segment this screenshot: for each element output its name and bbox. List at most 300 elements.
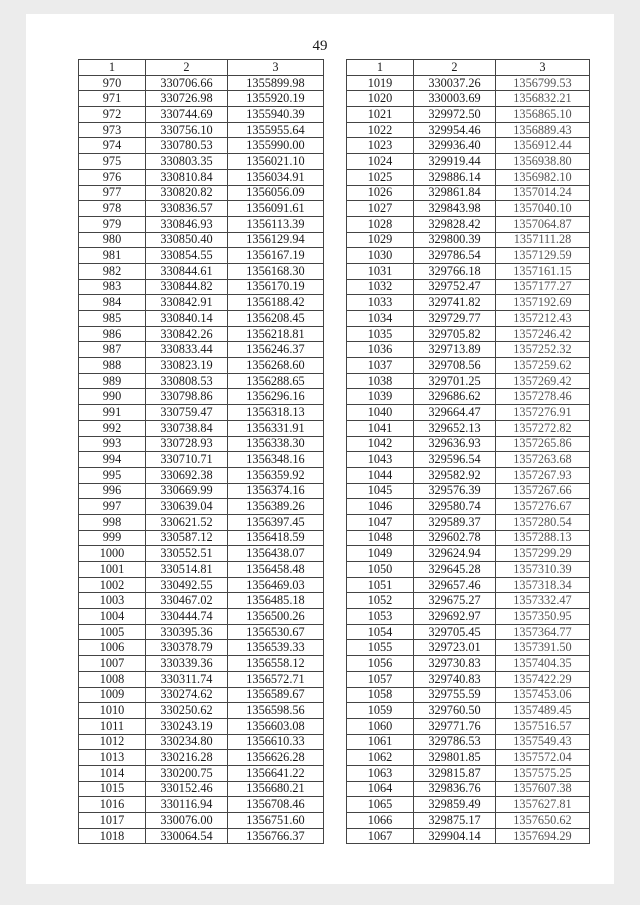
x-coordinate-cell: 330216.28 [146,750,228,766]
table-row [347,703,590,719]
y-coordinate-cell: 1356912.44 [496,138,590,154]
point-number-cell: 978 [79,201,146,217]
point-number-cell: 1000 [79,546,146,562]
y-coordinate-cell: 1356530.67 [228,624,324,640]
x-coordinate-cell: 330854.55 [146,248,228,264]
point-number-cell: 1033 [347,295,414,311]
y-coordinate-cell: 1356296.16 [228,389,324,405]
point-number-cell: 979 [79,216,146,232]
x-coordinate-cell: 329596.54 [414,452,496,468]
x-coordinate-cell: 329801.85 [414,750,496,766]
y-coordinate-cell: 1356374.16 [228,483,324,499]
x-coordinate-cell: 330833.44 [146,342,228,358]
point-number-cell: 975 [79,154,146,170]
table-row [347,765,590,781]
x-coordinate-cell: 330395.36 [146,624,228,640]
table-row [347,420,590,436]
point-number-cell: 1003 [79,593,146,609]
table-row [79,201,324,217]
x-coordinate-cell: 330808.53 [146,373,228,389]
x-coordinate-cell: 330152.46 [146,781,228,797]
table-row [347,342,590,358]
point-number-cell: 1050 [347,562,414,578]
y-coordinate-cell: 1357014.24 [496,185,590,201]
table-row [79,122,324,138]
point-number-cell: 1053 [347,609,414,625]
y-coordinate-cell: 1355955.64 [228,122,324,138]
point-number-cell: 1067 [347,828,414,844]
point-number-cell: 977 [79,185,146,201]
x-coordinate-cell: 329771.76 [414,718,496,734]
y-coordinate-cell: 1356188.42 [228,295,324,311]
y-coordinate-cell: 1357453.06 [496,687,590,703]
x-coordinate-cell: 329645.28 [414,562,496,578]
y-coordinate-cell: 1357332.47 [496,593,590,609]
y-coordinate-cell: 1357267.93 [496,467,590,483]
table-row [79,91,324,107]
y-coordinate-cell: 1356056.09 [228,185,324,201]
table-row [347,232,590,248]
table-row [347,295,590,311]
y-coordinate-cell: 1357177.27 [496,279,590,295]
y-coordinate-cell: 1356167.19 [228,248,324,264]
x-coordinate-cell: 329723.01 [414,640,496,656]
x-coordinate-cell: 330116.94 [146,797,228,813]
y-coordinate-cell: 1357607.38 [496,781,590,797]
point-number-cell: 1048 [347,530,414,546]
y-coordinate-cell: 1356469.03 [228,577,324,593]
point-number-cell: 1062 [347,750,414,766]
table-row [347,169,590,185]
y-coordinate-cell: 1355920.19 [228,91,324,107]
y-coordinate-cell: 1356021.10 [228,154,324,170]
point-number-cell: 1054 [347,624,414,640]
point-number-cell: 1028 [347,216,414,232]
y-coordinate-cell: 1357364.77 [496,624,590,640]
table-row [347,326,590,342]
x-coordinate-cell: 329919.44 [414,154,496,170]
point-number-cell: 1059 [347,703,414,719]
table-row [79,452,324,468]
y-coordinate-cell: 1357267.66 [496,483,590,499]
point-number-cell: 1039 [347,389,414,405]
table-row [347,138,590,154]
point-number-cell: 1007 [79,656,146,672]
y-coordinate-cell: 1356572.71 [228,671,324,687]
table-row [347,452,590,468]
page-number: 49 [312,38,328,54]
point-number-cell: 999 [79,530,146,546]
x-coordinate-cell: 330710.71 [146,452,228,468]
table-row [79,828,324,844]
table-row [347,107,590,123]
y-coordinate-cell: 1356500.26 [228,609,324,625]
x-coordinate-cell: 329836.76 [414,781,496,797]
x-coordinate-cell: 329713.89 [414,342,496,358]
x-coordinate-cell: 330003.69 [414,91,496,107]
y-coordinate-cell: 1356680.21 [228,781,324,797]
x-coordinate-cell: 330810.84 [146,169,228,185]
table-row [347,813,590,829]
point-number-cell: 1066 [347,813,414,829]
y-coordinate-cell: 1356091.61 [228,201,324,217]
point-number-cell: 981 [79,248,146,264]
table-row [79,75,324,91]
table-row [347,201,590,217]
y-coordinate-cell: 1356359.92 [228,467,324,483]
x-coordinate-cell: 330846.93 [146,216,228,232]
table-header-row [347,60,590,76]
point-number-cell: 987 [79,342,146,358]
point-number-cell: 1016 [79,797,146,813]
x-coordinate-cell: 329657.46 [414,577,496,593]
y-coordinate-cell: 1357627.81 [496,797,590,813]
y-coordinate-cell: 1356865.10 [496,107,590,123]
point-number-cell: 1055 [347,640,414,656]
table-row [79,279,324,295]
point-number-cell: 1045 [347,483,414,499]
x-coordinate-cell: 330840.14 [146,311,228,327]
table-row [347,671,590,687]
table-row [347,122,590,138]
point-number-cell: 1040 [347,405,414,421]
table-row [347,514,590,530]
table-row [79,530,324,546]
x-coordinate-cell: 330706.66 [146,75,228,91]
x-coordinate-cell: 329859.49 [414,797,496,813]
x-coordinate-cell: 329580.74 [414,499,496,515]
point-number-cell: 1043 [347,452,414,468]
y-coordinate-cell: 1356338.30 [228,436,324,452]
x-coordinate-cell: 329624.94 [414,546,496,562]
y-coordinate-cell: 1356129.94 [228,232,324,248]
table-row [79,813,324,829]
x-coordinate-cell: 329576.39 [414,483,496,499]
point-number-cell: 997 [79,499,146,515]
table-row [347,91,590,107]
coordinates-table-right [346,59,590,844]
y-coordinate-cell: 1356889.43 [496,122,590,138]
table-row [79,765,324,781]
y-coordinate-cell: 1356558.12 [228,656,324,672]
point-number-cell: 992 [79,420,146,436]
point-number-cell: 1011 [79,718,146,734]
table-row [347,624,590,640]
x-coordinate-cell: 329589.37 [414,514,496,530]
point-number-cell: 1057 [347,671,414,687]
table-row [79,185,324,201]
y-coordinate-cell: 1357272.82 [496,420,590,436]
point-number-cell: 982 [79,263,146,279]
table-row [347,828,590,844]
point-number-cell: 1036 [347,342,414,358]
point-number-cell: 1018 [79,828,146,844]
table-row [347,750,590,766]
table-row [347,467,590,483]
x-coordinate-cell: 330803.35 [146,154,228,170]
y-coordinate-cell: 1356246.37 [228,342,324,358]
point-number-cell: 1041 [347,420,414,436]
x-coordinate-cell: 330744.69 [146,107,228,123]
x-coordinate-cell: 330844.82 [146,279,228,295]
table-row [79,546,324,562]
y-coordinate-cell: 1357129.59 [496,248,590,264]
y-coordinate-cell: 1357276.67 [496,499,590,515]
y-coordinate-cell: 1357040.10 [496,201,590,217]
table-row [79,232,324,248]
point-number-cell: 1031 [347,263,414,279]
y-coordinate-cell: 1355940.39 [228,107,324,123]
table-row [79,734,324,750]
y-coordinate-cell: 1356485.18 [228,593,324,609]
y-coordinate-cell: 1356603.08 [228,718,324,734]
point-number-cell: 980 [79,232,146,248]
y-coordinate-cell: 1356610.33 [228,734,324,750]
point-number-cell: 991 [79,405,146,421]
x-coordinate-cell: 329972.50 [414,107,496,123]
y-coordinate-cell: 1356208.45 [228,311,324,327]
point-number-cell: 1037 [347,358,414,374]
y-coordinate-cell: 1356539.33 [228,640,324,656]
point-number-cell: 1042 [347,436,414,452]
y-coordinate-cell: 1356832.21 [496,91,590,107]
y-coordinate-cell: 1357299.29 [496,546,590,562]
point-number-cell: 1024 [347,154,414,170]
x-coordinate-cell: 330842.91 [146,295,228,311]
y-coordinate-cell: 1356982.10 [496,169,590,185]
y-coordinate-cell: 1356168.30 [228,263,324,279]
y-coordinate-cell: 1356170.19 [228,279,324,295]
point-number-cell: 983 [79,279,146,295]
table-row [347,216,590,232]
x-coordinate-cell: 330823.19 [146,358,228,374]
point-number-cell: 1049 [347,546,414,562]
table-row [79,797,324,813]
header-cell-point: 1 [79,60,146,76]
point-number-cell: 990 [79,389,146,405]
point-number-cell: 1008 [79,671,146,687]
point-number-cell: 1025 [347,169,414,185]
table-row [347,781,590,797]
point-number-cell: 996 [79,483,146,499]
point-number-cell: 1015 [79,781,146,797]
x-coordinate-cell: 329815.87 [414,765,496,781]
header-cell-x: 2 [146,60,228,76]
table-row [347,562,590,578]
x-coordinate-cell: 329875.17 [414,813,496,829]
y-coordinate-cell: 1356708.46 [228,797,324,813]
x-coordinate-cell: 330621.52 [146,514,228,530]
table-row [79,718,324,734]
point-number-cell: 973 [79,122,146,138]
x-coordinate-cell: 329760.50 [414,703,496,719]
point-number-cell: 989 [79,373,146,389]
x-coordinate-cell: 330444.74 [146,609,228,625]
table-row [79,138,324,154]
point-number-cell: 1021 [347,107,414,123]
table-row [347,640,590,656]
x-coordinate-cell: 329786.53 [414,734,496,750]
table-row [79,169,324,185]
x-coordinate-cell: 330728.93 [146,436,228,452]
x-coordinate-cell: 330850.40 [146,232,228,248]
y-coordinate-cell: 1356418.59 [228,530,324,546]
y-coordinate-cell: 1356288.65 [228,373,324,389]
table-row [347,593,590,609]
table-row [79,483,324,499]
x-coordinate-cell: 330064.54 [146,828,228,844]
point-number-cell: 1012 [79,734,146,750]
table-row [347,263,590,279]
x-coordinate-cell: 329675.27 [414,593,496,609]
y-coordinate-cell: 1357350.95 [496,609,590,625]
y-coordinate-cell: 1356113.39 [228,216,324,232]
x-coordinate-cell: 330492.55 [146,577,228,593]
y-coordinate-cell: 1356938.80 [496,154,590,170]
point-number-cell: 1020 [347,91,414,107]
table-row [79,154,324,170]
y-coordinate-cell: 1356626.28 [228,750,324,766]
header-cell-point: 1 [347,60,414,76]
table-row [79,624,324,640]
x-coordinate-cell: 329740.83 [414,671,496,687]
table-row [79,671,324,687]
x-coordinate-cell: 329705.45 [414,624,496,640]
point-number-cell: 976 [79,169,146,185]
x-coordinate-cell: 330836.57 [146,201,228,217]
table-header-row [79,60,324,76]
x-coordinate-cell: 330311.74 [146,671,228,687]
y-coordinate-cell: 1357489.45 [496,703,590,719]
table-row [347,154,590,170]
y-coordinate-cell: 1356389.26 [228,499,324,515]
y-coordinate-cell: 1357572.04 [496,750,590,766]
point-number-cell: 1061 [347,734,414,750]
x-coordinate-cell: 329730.83 [414,656,496,672]
x-coordinate-cell: 330274.62 [146,687,228,703]
table-row [347,279,590,295]
table-row [79,687,324,703]
y-coordinate-cell: 1357161.15 [496,263,590,279]
x-coordinate-cell: 330692.38 [146,467,228,483]
point-number-cell: 1029 [347,232,414,248]
x-coordinate-cell: 329752.47 [414,279,496,295]
x-coordinate-cell: 329692.97 [414,609,496,625]
y-coordinate-cell: 1357246.42 [496,326,590,342]
table-row [79,263,324,279]
y-coordinate-cell: 1357288.13 [496,530,590,546]
table-row [347,248,590,264]
table-row [79,358,324,374]
point-number-cell: 1030 [347,248,414,264]
x-coordinate-cell: 330756.10 [146,122,228,138]
point-number-cell: 986 [79,326,146,342]
x-coordinate-cell: 330780.53 [146,138,228,154]
x-coordinate-cell: 330820.82 [146,185,228,201]
table-row [79,436,324,452]
x-coordinate-cell: 329954.46 [414,122,496,138]
y-coordinate-cell: 1356218.81 [228,326,324,342]
table-row [347,185,590,201]
point-number-cell: 1065 [347,797,414,813]
y-coordinate-cell: 1357259.62 [496,358,590,374]
y-coordinate-cell: 1357280.54 [496,514,590,530]
point-number-cell: 1026 [347,185,414,201]
x-coordinate-cell: 330514.81 [146,562,228,578]
table-row [347,718,590,734]
point-number-cell: 1005 [79,624,146,640]
x-coordinate-cell: 330844.61 [146,263,228,279]
x-coordinate-cell: 329786.54 [414,248,496,264]
table-row [79,373,324,389]
point-number-cell: 1064 [347,781,414,797]
table-row [79,107,324,123]
y-coordinate-cell: 1357694.29 [496,828,590,844]
y-coordinate-cell: 1356438.07 [228,546,324,562]
y-coordinate-cell: 1357265.86 [496,436,590,452]
x-coordinate-cell: 330339.36 [146,656,228,672]
x-coordinate-cell: 330076.00 [146,813,228,829]
y-coordinate-cell: 1357252.32 [496,342,590,358]
table-row [347,483,590,499]
point-number-cell: 1027 [347,201,414,217]
y-coordinate-cell: 1356318.13 [228,405,324,421]
x-coordinate-cell: 330552.51 [146,546,228,562]
table-row [347,656,590,672]
x-coordinate-cell: 329904.14 [414,828,496,844]
x-coordinate-cell: 329741.82 [414,295,496,311]
point-number-cell: 1047 [347,514,414,530]
table-row [347,530,590,546]
x-coordinate-cell: 330037.26 [414,75,496,91]
x-coordinate-cell: 330587.12 [146,530,228,546]
point-number-cell: 1046 [347,499,414,515]
x-coordinate-cell: 329705.82 [414,326,496,342]
header-cell-y: 3 [496,60,590,76]
point-number-cell: 1002 [79,577,146,593]
table-row [347,311,590,327]
x-coordinate-cell: 329701.25 [414,373,496,389]
table-row [347,734,590,750]
x-coordinate-cell: 329708.56 [414,358,496,374]
x-coordinate-cell: 329886.14 [414,169,496,185]
point-number-cell: 1056 [347,656,414,672]
header-cell-x: 2 [414,60,496,76]
point-number-cell: 1051 [347,577,414,593]
x-coordinate-cell: 330738.84 [146,420,228,436]
x-coordinate-cell: 330798.86 [146,389,228,405]
y-coordinate-cell: 1357650.62 [496,813,590,829]
point-number-cell: 1001 [79,562,146,578]
point-number-cell: 984 [79,295,146,311]
table-row [79,577,324,593]
y-coordinate-cell: 1355990.00 [228,138,324,154]
table-row [79,311,324,327]
point-number-cell: 971 [79,91,146,107]
point-number-cell: 1058 [347,687,414,703]
table-row [79,750,324,766]
y-coordinate-cell: 1357516.57 [496,718,590,734]
x-coordinate-cell: 330669.99 [146,483,228,499]
x-coordinate-cell: 329686.62 [414,389,496,405]
y-coordinate-cell: 1356348.16 [228,452,324,468]
point-number-cell: 1044 [347,467,414,483]
x-coordinate-cell: 329729.77 [414,311,496,327]
point-number-cell: 1034 [347,311,414,327]
x-coordinate-cell: 329800.39 [414,232,496,248]
table-row [347,797,590,813]
point-number-cell: 1009 [79,687,146,703]
